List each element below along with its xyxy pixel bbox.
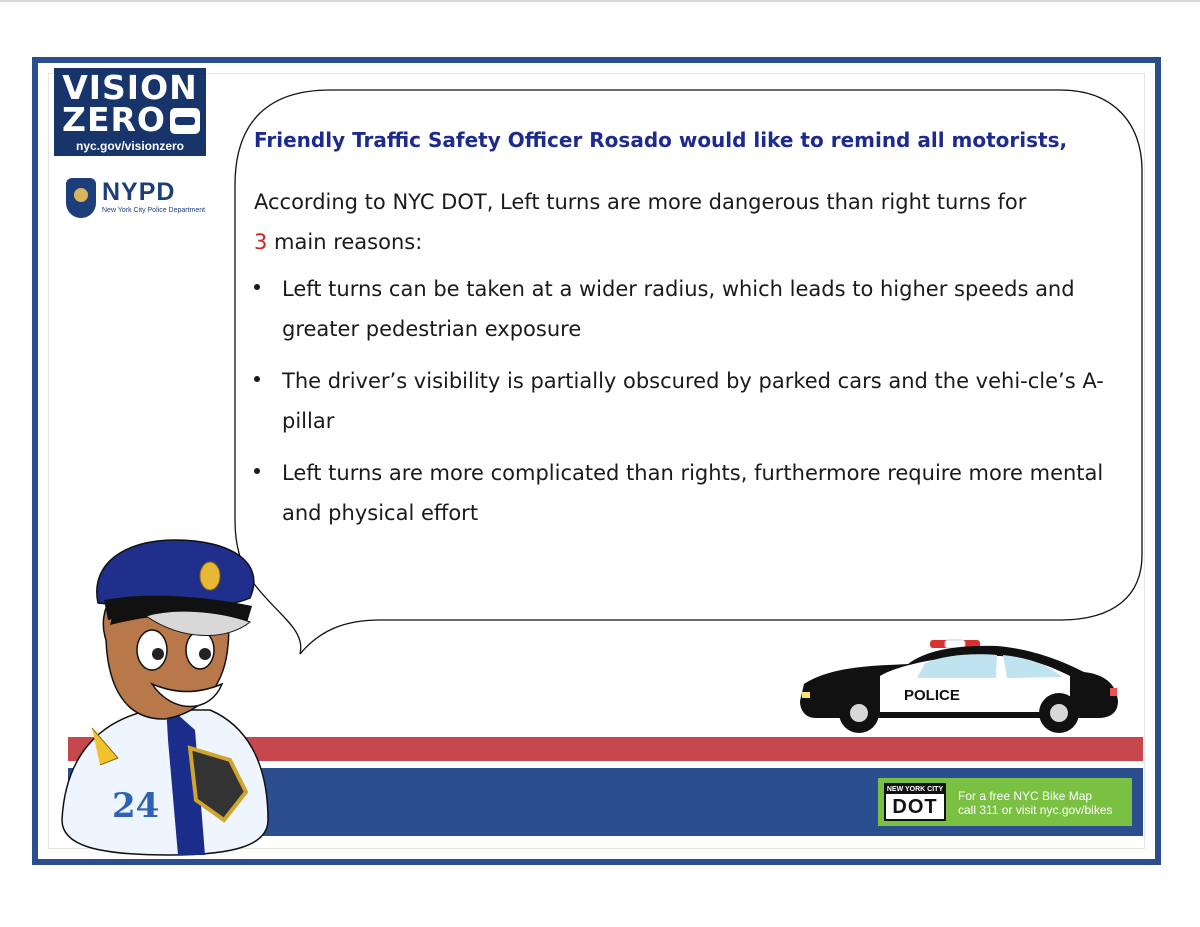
dot-bike-map-banner <box>878 778 1132 826</box>
intro-text-part2: main reasons: <box>267 230 423 254</box>
intro-text-part1: According to NYC DOT, Left turns are more dangerous than right turns for <box>254 190 1027 214</box>
bike-map-text <box>958 789 1113 817</box>
officer-badge-number: 24 <box>112 786 160 826</box>
reason-count: 3 <box>254 230 268 254</box>
nyc-dot-logo-main: DOT <box>892 796 938 818</box>
bike-map-line2: call 311 or visit nyc.gov/bikes <box>958 803 1113 817</box>
bike-map-line1: For a free NYC Bike Map <box>958 789 1093 803</box>
nyc-dot-logo <box>884 783 946 821</box>
reason-text: The driver’s visibility is partially obscured by parked cars and the vehi-cle’s A-pillar <box>282 369 1104 433</box>
vision-zero-url: nyc.gov/visionzero <box>75 139 185 153</box>
nypd-subtitle: New York City Police Department <box>102 207 206 214</box>
vision-zero-logo-line1: VISION <box>62 68 198 107</box>
police-car-label: POLICE <box>904 687 960 704</box>
reason-text: Left turns can be taken at a wider radius, which leads to higher speeds and greater pedestrian exposure <box>282 277 1075 341</box>
headline: Friendly Traffic Safety Officer Rosado would like to remind all motorists, <box>254 128 1068 152</box>
vision-zero-logo-line2: ZERO <box>62 100 166 139</box>
nypd-title: NYPD <box>102 178 176 206</box>
reason-text: Left turns are more complicated than rights, furthermore require more mental and physical effort <box>282 461 1104 525</box>
nyc-dot-logo-top: NEW YORK CITY <box>886 786 944 793</box>
